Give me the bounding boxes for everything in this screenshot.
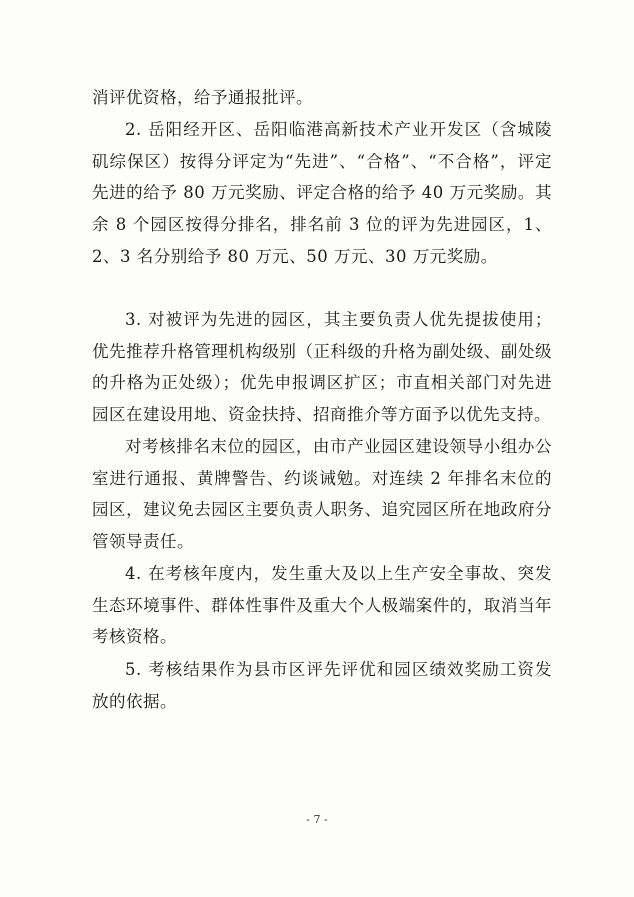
paragraph-item-5: 5. 考核结果作为县市区评先评优和园区绩效奖励工资发放的依据。 [92,660,552,711]
paragraph-item-4: 4. 在考核年度内，发生重大及以上生产安全事故、突发生态环境事件、群体性事件及重大个人极端案件的，取消当年考核资格。 [92,564,552,647]
page-number: - 7 - [306,813,328,826]
paragraph-item-2: 2. 岳阳经开区、岳阳临港高新技术产业开发区（含城陵矶综保区）按得分评定为“先进”、“合格”、“不合格”，评定先进的给予 80 万元奖励、评定合格的给予 40 万元奖励。其余 8 个园区按得分排名，排名前 3 位的评为先进园区，1、2、3 名分别给予 80 万元、50 万元、30 万元奖励。 [92,120,552,266]
paragraph-last-place: 对考核排名末位的园区，由市产业园区建设领导小组办公室进行通报、黄牌警告、约谈诫勉。对连续 2 年排名末位的园区，建议免去园区主要负责人职务、追究园区所在地政府分管领导责任。 [92,437,552,552]
paragraph-item-3: 3. 对被评为先进的园区，其主要负责人优先提拔使用；优先推荐升格管理机构级别（正科级的升格为副处级、副处级的升格为正处级）；优先申报调区扩区；市直相关部门对先进园区在建设用地、资金扶持、招商推介等方面予以优先支持。 [92,310,552,425]
paragraph-continuation: 消评优资格，给予通报批评。 [92,88,313,107]
